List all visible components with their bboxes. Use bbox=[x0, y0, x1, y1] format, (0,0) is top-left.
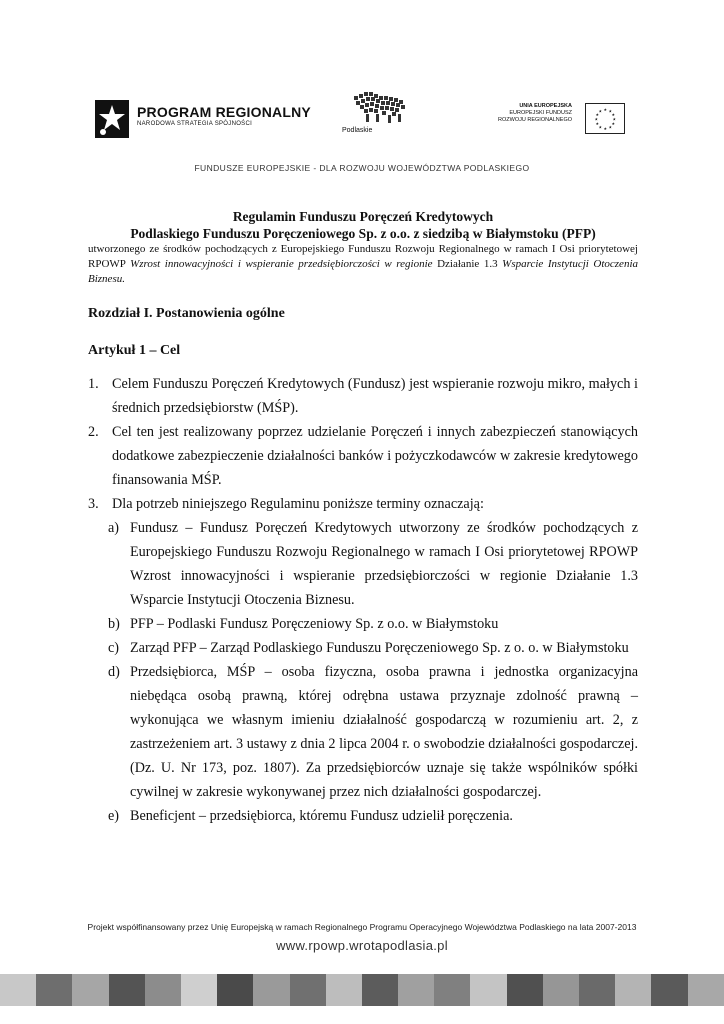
strip-block bbox=[109, 974, 145, 1006]
svg-text:★: ★ bbox=[595, 121, 600, 126]
svg-text:★: ★ bbox=[603, 107, 608, 112]
list-item bbox=[88, 492, 638, 516]
sub-list-item bbox=[88, 612, 638, 636]
strip-block bbox=[217, 974, 253, 1006]
sub-item-text: PFP – Podlaski Fundusz Poręczeniowy Sp. z o.o. w Białymstoku bbox=[130, 616, 499, 632]
svg-text:★: ★ bbox=[598, 108, 603, 114]
strip-block bbox=[651, 974, 687, 1006]
document-body bbox=[88, 208, 638, 824]
strip-block bbox=[253, 974, 289, 1006]
strip-block bbox=[326, 974, 362, 1006]
svg-text:★: ★ bbox=[608, 124, 613, 130]
sub-item-letter: d) bbox=[108, 664, 120, 680]
document-title-line-1: Regulamin Funduszu Poręczeń Kredytowych bbox=[232, 209, 494, 224]
strip-block bbox=[145, 974, 181, 1006]
strip-block bbox=[470, 974, 506, 1006]
sub-item-letter: b) bbox=[108, 616, 120, 632]
sub-list-item bbox=[88, 636, 638, 660]
list-item-number: 3. bbox=[88, 496, 99, 512]
list-item-text: Celem Funduszu Poręczeń Kredytowych (Fundusz) jest wspieranie rozwoju mikro, małych i średnich przedsiębiorstw (MŚP). bbox=[112, 376, 638, 416]
document-intro bbox=[88, 242, 638, 287]
intro-text-1: utworzonego ze środków pochodzących z Europejskiego Funduszu Rozwoju Regionalnego w ramach I Osi priorytetowej RPOWP bbox=[88, 243, 638, 270]
chapter-heading: Rozdział I. Postanowienia ogólne bbox=[88, 306, 285, 321]
strip-block bbox=[615, 974, 651, 1006]
strip-block bbox=[434, 974, 470, 1006]
intro-italic-2: Wsparcie Instytucji Otoczenia Biznesu. bbox=[88, 258, 638, 285]
strip-block bbox=[0, 974, 36, 1006]
program-star-icon bbox=[95, 100, 131, 140]
svg-text:★: ★ bbox=[598, 124, 603, 130]
strip-block bbox=[72, 974, 108, 1006]
sub-list-item bbox=[88, 660, 638, 804]
program-subtitle: NARODOWA STRATEGIA SPÓJNOŚCI bbox=[137, 121, 253, 127]
svg-text:★: ★ bbox=[594, 116, 599, 122]
sub-item-letter: a) bbox=[108, 520, 120, 536]
sub-list-item bbox=[88, 516, 638, 612]
strip-block bbox=[362, 974, 398, 1006]
decorative-strip bbox=[0, 974, 724, 1006]
list-item-text: Dla potrzeb niniejszego Regulaminu poniższe terminy oznaczają: bbox=[112, 496, 484, 512]
footer-cofinance-text: Projekt współfinansowany przez Unię Europejską w ramach Regionalnego Programu Operacyjnego Województwa Podlaskiego na lata 2007-2013 bbox=[87, 922, 637, 932]
strip-block bbox=[543, 974, 579, 1006]
eu-line-2: EUROPEJSKI FUNDUSZ bbox=[509, 110, 572, 116]
svg-text:★: ★ bbox=[603, 126, 608, 131]
list-item-number: 2. bbox=[88, 424, 99, 440]
sub-item-text: Zarząd PFP – Zarząd Podlaskiego Funduszu Poręczeniowego Sp. z o. o. w Białymstoku bbox=[130, 640, 629, 656]
svg-text:★: ★ bbox=[612, 116, 617, 122]
sub-list-item bbox=[88, 804, 638, 828]
podlaskie-logo bbox=[338, 90, 418, 140]
sub-item-text: Fundusz – Fundusz Poręczeń Kredytowych utworzony ze środków pochodzących z Europejskiego Funduszu Rozwoju Regionalnego w ramach I Osi priorytetowej RPOWP Wzrost innowacyjności i wspieranie przedsiębiorczości w regionie Działanie 1.3 Wsparcie Instytucji Otoczenia Biznesu. bbox=[130, 520, 638, 608]
intro-italic-1: Wzrost innowacyjności i wspieranie przedsiębiorczości w regionie bbox=[130, 258, 433, 270]
strip-block bbox=[36, 974, 72, 1006]
svg-text:★: ★ bbox=[611, 112, 616, 117]
strip-block bbox=[398, 974, 434, 1006]
sub-item-text: Przedsiębiorca, MŚP – osoba fizyczna, osoba prawna i jednostka organizacyjna niebędąca osobą prawną, której odrębna ustawa przyznaje zdolność prawną – wykonująca we własnym imieniu działalność gospodarczą w rozumieniu art. 2, z zastrzeżeniem art. 3 ustawy z dnia 2 lipca 2004 r. o swobodzie działalności gospodarczej.(Dz. U. Nr 173, poz. 1807). Za przedsiębiorców uznaje się także wspólników spółki cywilnej w zakresie wykonywanej przez nich działalności gospodarczej. bbox=[130, 664, 638, 800]
svg-text:★: ★ bbox=[608, 108, 613, 114]
program-regional-logo bbox=[95, 100, 311, 140]
strip-block bbox=[507, 974, 543, 1006]
eu-line-1: UNIA EUROPEJSKA bbox=[519, 103, 572, 109]
strip-block bbox=[579, 974, 615, 1006]
svg-text:★: ★ bbox=[611, 121, 616, 126]
svg-text:★: ★ bbox=[595, 112, 600, 117]
page-header bbox=[0, 0, 724, 173]
footer-url[interactable]: www.rpowp.wrotapodlasia.pl bbox=[276, 938, 448, 953]
article-heading: Artykuł 1 – Cel bbox=[88, 343, 181, 358]
strip-block bbox=[181, 974, 217, 1006]
list-item bbox=[88, 420, 638, 492]
eu-flag-icon bbox=[585, 103, 625, 134]
list-item bbox=[88, 372, 638, 420]
strip-block bbox=[290, 974, 326, 1006]
sub-item-letter: e) bbox=[108, 808, 120, 824]
strip-block bbox=[688, 974, 724, 1006]
article-list bbox=[88, 372, 638, 828]
intro-text-2: Działanie 1.3 bbox=[432, 258, 503, 270]
eu-text bbox=[498, 103, 572, 124]
eu-logo bbox=[490, 103, 630, 135]
bison-icon bbox=[352, 90, 410, 126]
sub-item-letter: c) bbox=[108, 640, 120, 656]
list-item-number: 1. bbox=[88, 376, 99, 392]
sub-item-text: Beneficjent – przedsiębiorca, któremu Fundusz udzielił poręczenia. bbox=[130, 808, 513, 824]
header-tagline: FUNDUSZE EUROPEJSKIE - DLA ROZWOJU WOJEWÓDZTWA PODLASKIEGO bbox=[194, 163, 530, 173]
region-label: Podlaskie bbox=[342, 127, 373, 134]
list-item-text: Cel ten jest realizowany poprzez udzielanie Poręczeń i innych zabezpieczeń stanowiących dodatkowe zabezpieczenie działalności banków i pożyczkodawców w zakresie kredytowego finansowania MŚP. bbox=[112, 424, 638, 488]
document-title-line-2: Podlaskiego Funduszu Poręczeniowego Sp. z o.o. z siedzibą w Białymstoku (PFP) bbox=[130, 226, 596, 241]
eu-line-3: ROZWOJU REGIONALNEGO bbox=[498, 117, 572, 123]
program-title: PROGRAM REGIONALNY bbox=[137, 104, 311, 120]
